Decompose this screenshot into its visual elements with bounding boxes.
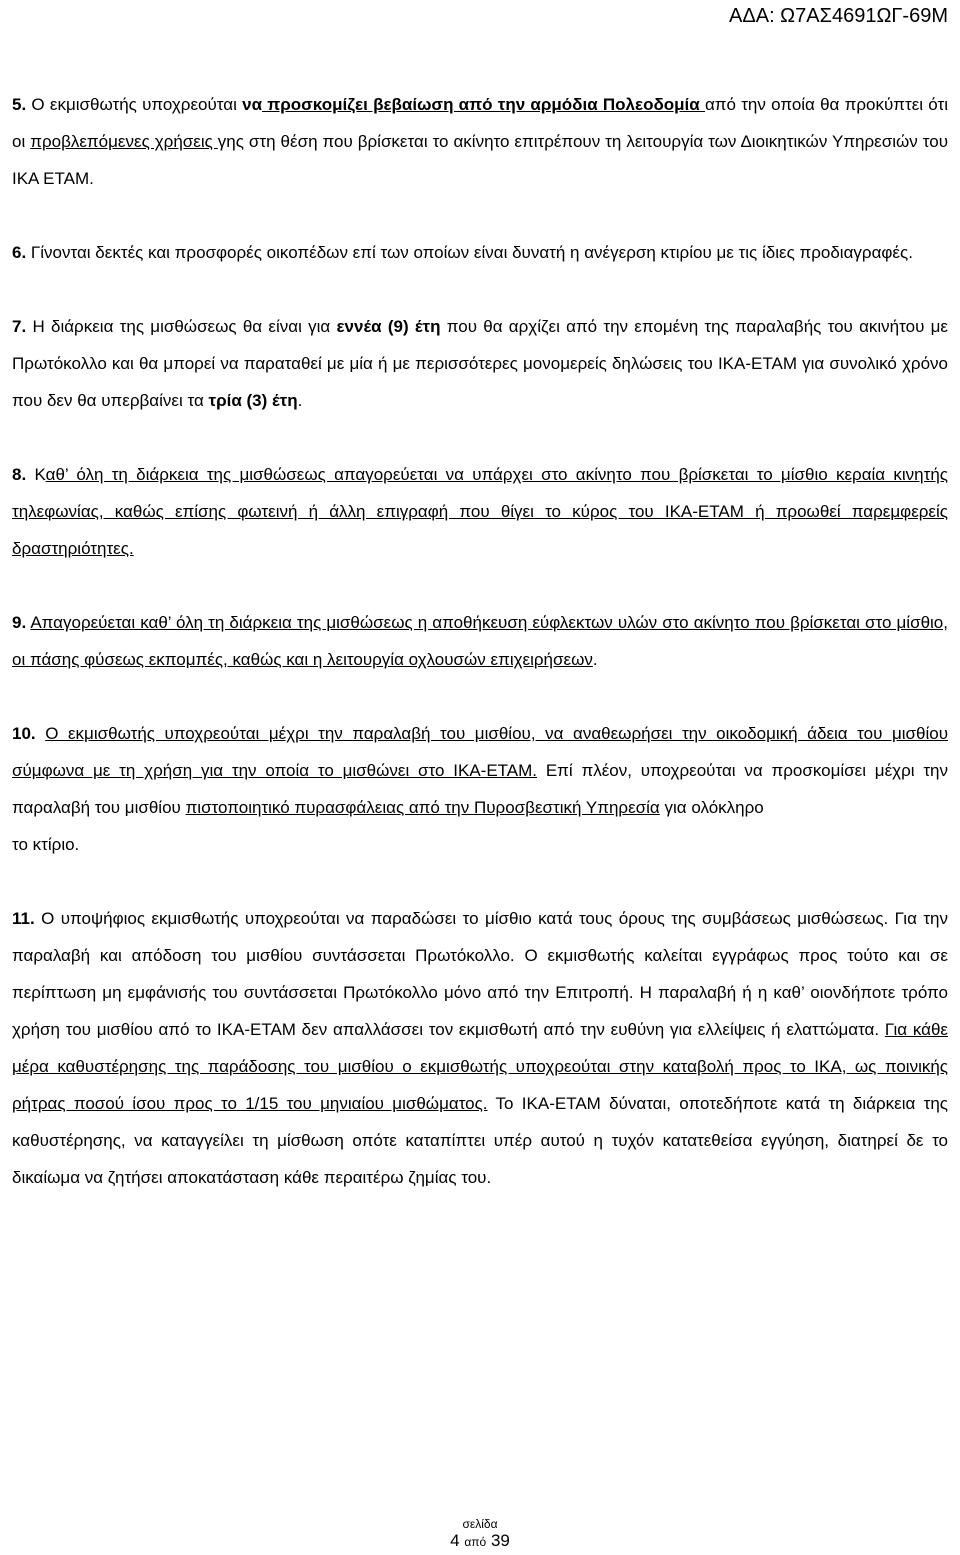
paragraph-text: που θα αρχίζει από την επομένη της παραλαβής του ακινήτου με Πρωτόκολλο και θα μπορεί να παραταθεί με μία ή με περισσότερες μονομερείς δηλώσεις του ΙΚΑ-ΕΤΑΜ για συνολικό χρόνο που δεν θα υπερβαίνει τα [12, 317, 948, 410]
paragraph-number: 5. [12, 95, 27, 114]
paragraph-text: Ο υποψήφιος εκμισθωτής υποχρεούται να παραδώσει το μίσθιο κατά τους όρους της συμβάσεως μισθώσεως. Για την παραλαβή και απόδοση του μισθίου συντάσσεται Πρωτόκολλο. Ο εκμισθωτής καλείται εγγράφως προς τούτο και σε περίπτωση μη εμφάνισής του συντάσσεται Πρωτόκολλο μόνο από την Επιτροπή. Η παραλαβή ή η καθ’ οιονδήποτε τρόπο χρήση του μισθίου από το ΙΚΑ-ΕΤΑΜ δεν απαλλάσσει τον εκμισθωτή από την ευθύνη για ελλείψεις ή ελαττώματα. [12, 909, 948, 1039]
paragraph-text: Απαγορεύεται καθ’ όλη τη διάρκεια της μισθώσεως η αποθήκευση εύφλεκτων υλών στο ακίνητο που βρίσκεται στο μίσθιο, οι πάσης φύσεως εκπομπές, καθώς και η λειτουργία οχλουσών επιχειρήσεων [12, 613, 948, 669]
page-of-label: από [464, 1535, 487, 1549]
paragraph-text: Κ [26, 465, 46, 484]
paragraph-number: 10. [12, 724, 36, 743]
paragraph-8 [12, 456, 948, 567]
paragraph-text: εννέα (9) έτη [336, 317, 441, 336]
paragraph-text: να [242, 95, 263, 114]
paragraph-text: το κτίριο. [12, 835, 80, 854]
paragraph-text: Για κάθε μέρα καθυστέρησης της παράδοσης του μισθίου ο εκμισθωτής υποχρεούται στην καταβολή προς το ΙΚΑ, ως ποινικής ρήτρας ποσού ίσου προς το 1/15 του μηνιαίου μισθώματος. [12, 1020, 948, 1113]
paragraph-text: Επί πλέον, υποχρεούται να προσκομίσει μέχρι την παραλαβή του μισθίου [12, 761, 948, 817]
paragraph-11 [12, 900, 948, 1196]
paragraph-text: τρία (3) έτη [208, 391, 298, 410]
page-footer [0, 1517, 960, 1551]
paragraph-number: 6. [12, 243, 27, 262]
paragraph-text: από την οποία θα προκύπτει ότι οι [12, 95, 949, 151]
paragraph-number: 9. [12, 613, 27, 632]
paragraph-text: αθ’ όλη τη διάρκεια της μισθώσεως απαγορεύεται να υπάρχει στο ακίνητο που βρίσκεται το μίσθιο κεραία κινητής τηλεφωνίας, καθώς επίσης φωτεινή ή άλλη επιγραφή που θίγει το κύρος του ΙΚΑ-ΕΤΑΜ ή προωθεί παρεμφερείς δραστηριότητες. [12, 465, 949, 558]
current-page: 4 [450, 1531, 460, 1550]
paragraph-number: 11. [12, 909, 35, 928]
paragraph-text: γης στη θέση που βρίσκεται το ακίνητο επιτρέπουν τη λειτουργία των Διοικητικών Υπηρεσιών του ΙΚΑ ΕΤΑΜ. [12, 132, 948, 188]
paragraph-text: Γίνονται δεκτές και προσφορές οικοπέδων επί των οποίων είναι δυνατή η ανέγερση κτιρίου με τις ίδιες προδιαγραφές. [26, 243, 913, 262]
paragraph-5 [12, 86, 948, 197]
paragraph-text: Το ΙΚΑ-ΕΤΑΜ δύναται, οποτεδήποτε κατά τη διάρκεια της καθυστέρησης, να καταγγείλει τη μίσθωση οπότε καταπίπτει υπέρ αυτού η τυχόν κατατεθείσα εγγύηση, διατηρεί δε το δικαίωμα να ζητήσει αποκατάσταση κάθε περαιτέρω ζημίας του. [12, 1094, 948, 1187]
paragraph-text: Ο εκμισθωτής υποχρεούται [26, 95, 243, 114]
paragraph-number: 7. [12, 317, 27, 336]
paragraph-text: Ο εκμισθωτής υποχρεούται μέχρι την παραλαβή του μισθίου, να αναθεωρήσει την οικοδομική άδεια του μισθίου σύμφωνα με τη χρήση για την οποία το μισθώνει στο ΙΚΑ-ΕΤΑΜ. [12, 724, 948, 780]
paragraph-text: για ολόκληρο [659, 798, 764, 817]
paragraph-9 [12, 604, 948, 678]
paragraph-7 [12, 308, 948, 419]
paragraph-text [36, 724, 46, 743]
document-ada-code: ΑΔΑ: Ω7ΑΣ4691ΩΓ-69Μ [729, 5, 948, 27]
paragraph-number: 8. [12, 465, 27, 484]
page-label: σελίδα [462, 1517, 498, 1531]
document-body [12, 86, 948, 1196]
paragraph-10 [12, 715, 948, 863]
paragraph-6 [12, 234, 948, 271]
paragraph-text: Η διάρκεια της μισθώσεως θα είναι για [26, 317, 337, 336]
paragraph-text: προσκομίζει βεβαίωση από την αρμόδια Πολεοδομία [262, 95, 705, 114]
page-number [0, 1531, 960, 1551]
paragraph-text: προβλεπόμενες χρήσεις [30, 132, 218, 151]
paragraph-text: . [297, 391, 303, 410]
paragraph-text: πιστοποιητικό πυρασφάλειας από την Πυροσβεστική Υπηρεσία [185, 798, 660, 817]
total-pages: 39 [490, 1531, 510, 1550]
paragraph-text: . [592, 650, 598, 669]
